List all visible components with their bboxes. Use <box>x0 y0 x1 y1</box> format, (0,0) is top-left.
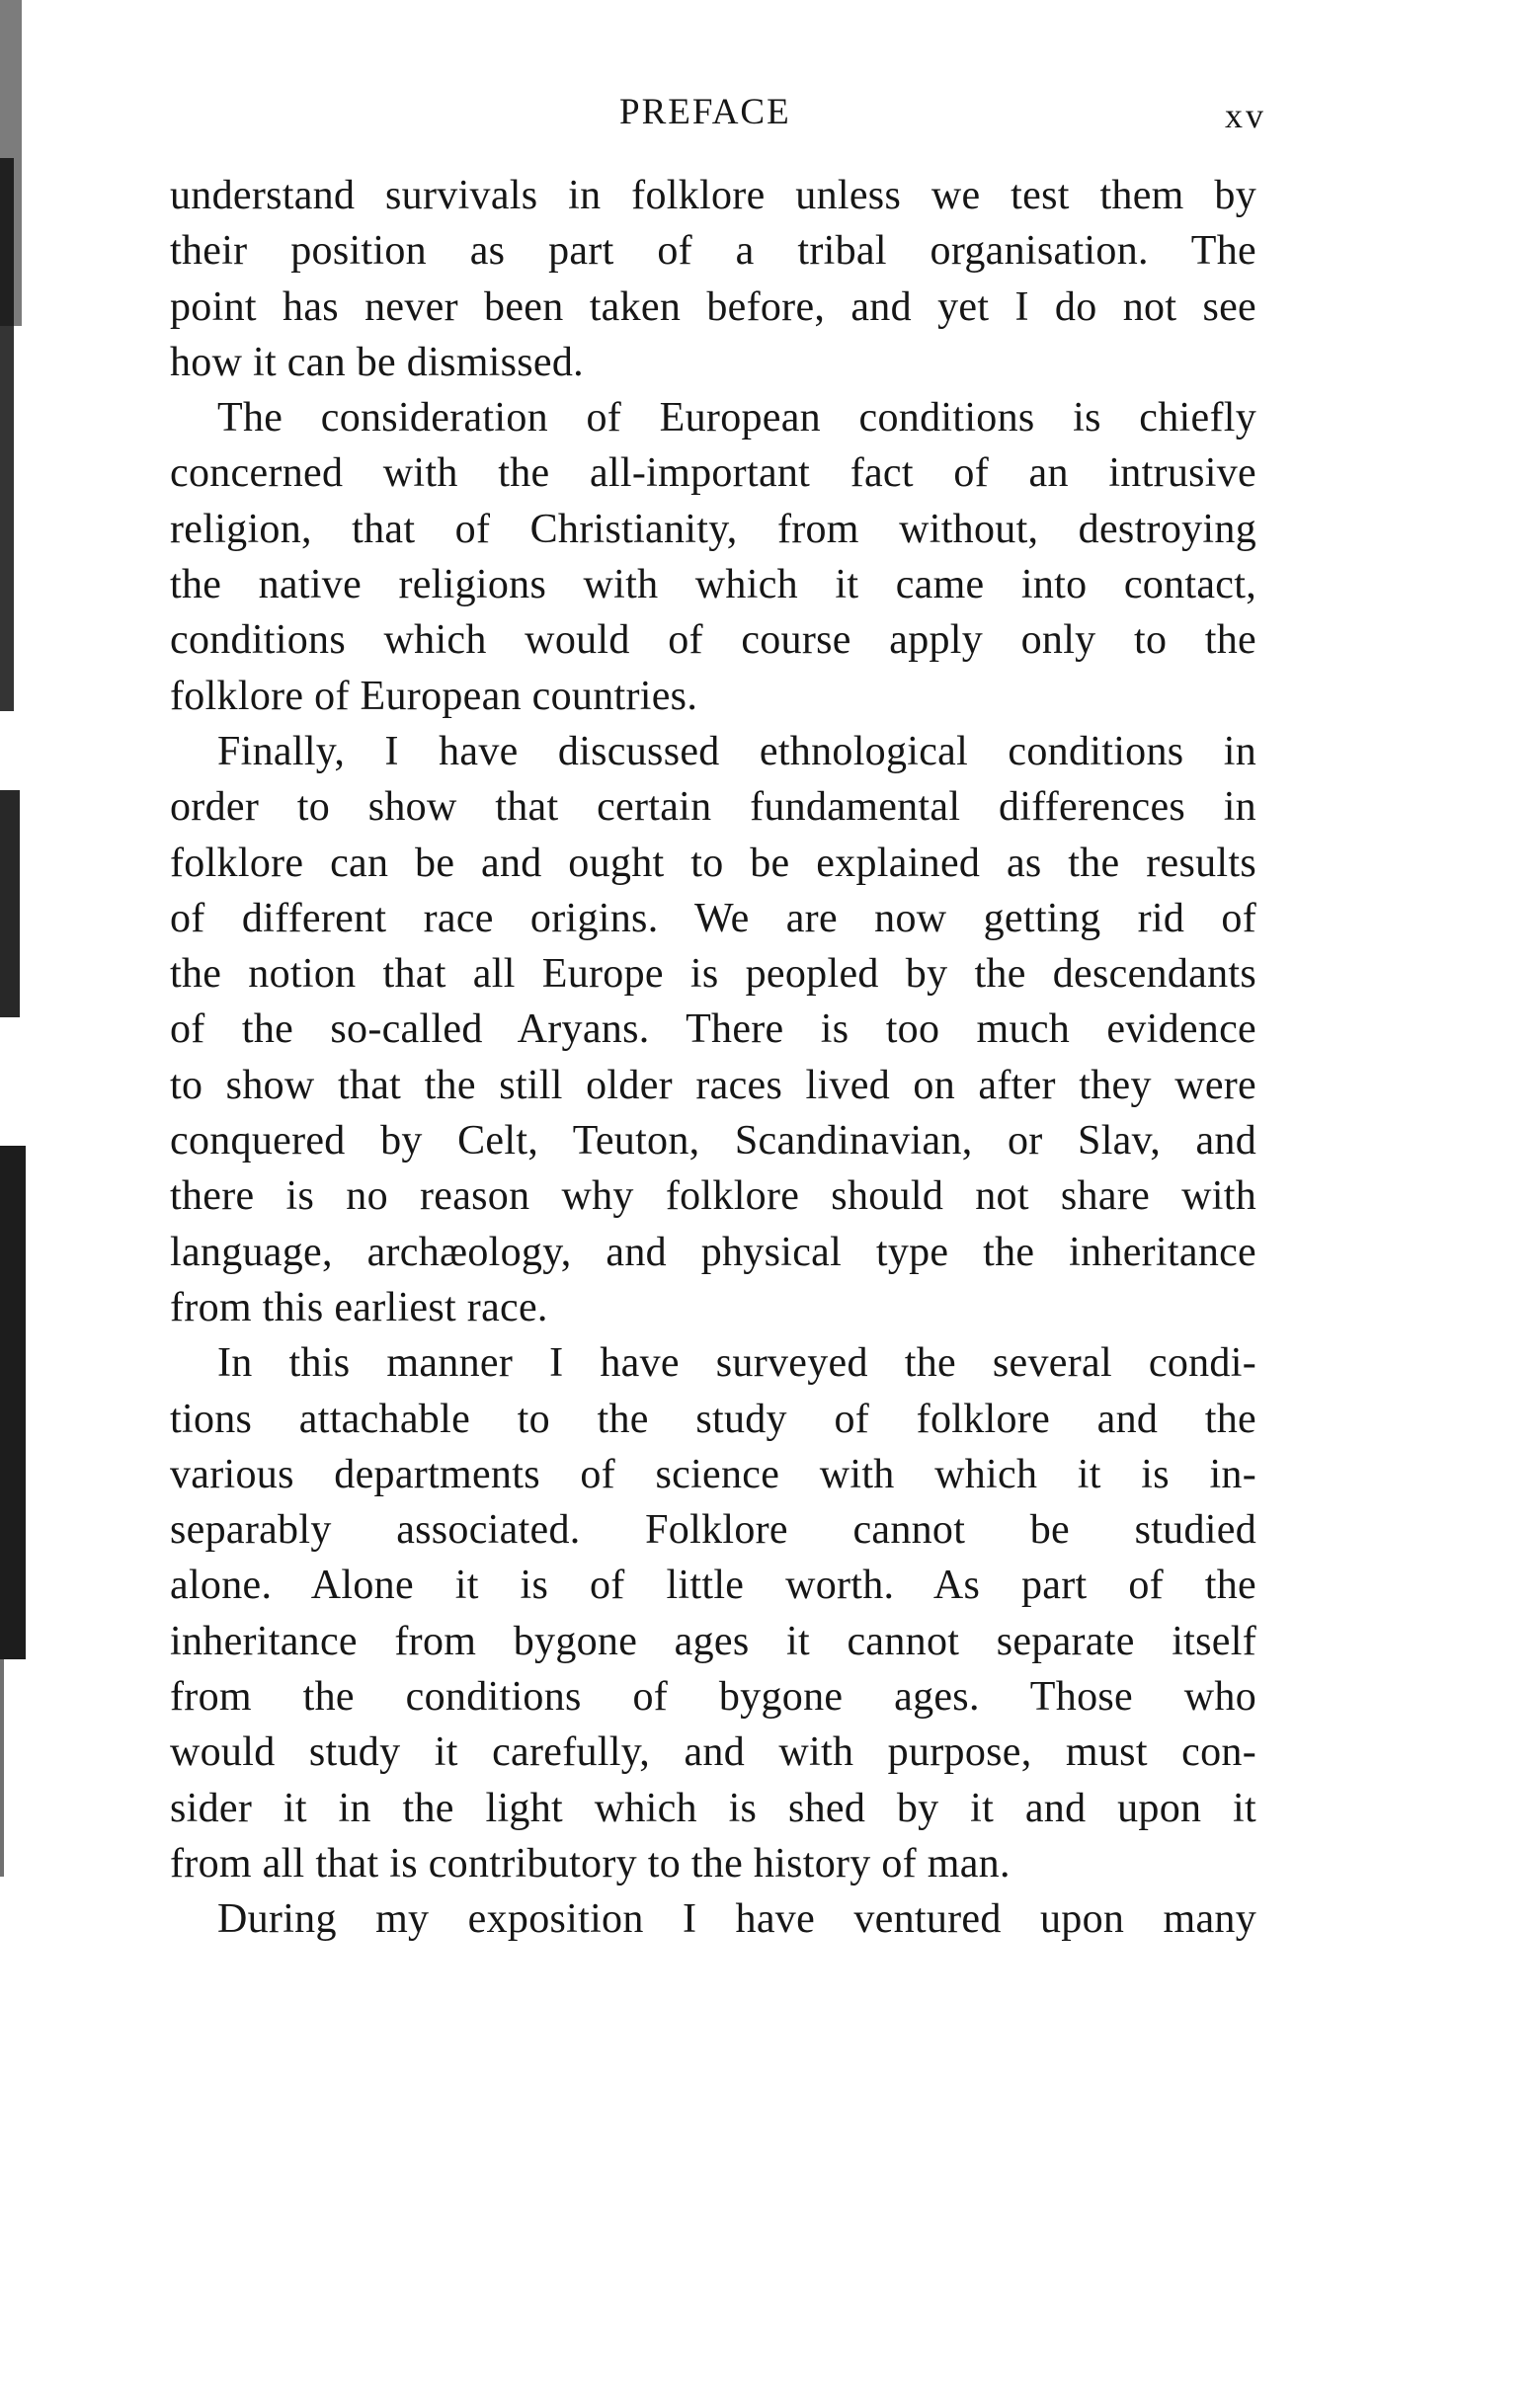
text-line: would study it carefully, and with purpose, must con- <box>170 1729 1256 1776</box>
page-header <box>170 91 1266 150</box>
paragraph <box>170 390 1256 724</box>
text-line: there is no reason why folklore should not share with <box>170 1173 1256 1220</box>
text-line: various departments of science with which it is in- <box>170 1451 1256 1497</box>
paragraph <box>170 168 1256 390</box>
text-line: religion, that of Christianity, from without, destroying <box>170 506 1256 552</box>
text-line: folklore of European countries. <box>170 673 698 719</box>
binding-shadow <box>0 1146 26 1659</box>
text-line: order to show that certain fundamental differences in <box>170 784 1256 831</box>
text-line: of different race origins. We are now getting rid of <box>170 895 1256 941</box>
paragraph <box>170 1335 1256 1891</box>
page-number: xv <box>1225 96 1266 135</box>
text-line: In this manner I have surveyed the several condi- <box>217 1340 1256 1387</box>
text-line: tions attachable to the study of folklore and the <box>170 1396 1256 1442</box>
text-line: conditions which would of course apply only to the <box>170 617 1256 664</box>
binding-shadow <box>0 158 14 711</box>
text-line: During my exposition I have ventured upon many <box>217 1896 1256 1943</box>
text-line: their position as part of a tribal organisation. The <box>170 228 1256 275</box>
text-line: from the conditions of bygone ages. Those who <box>170 1674 1256 1721</box>
text-line: point has never been taken before, and yet I do not see <box>170 283 1256 330</box>
text-line: folklore can be and ought to be explained as the results <box>170 840 1256 886</box>
text-line: alone. Alone it is of little worth. As part of the <box>170 1563 1256 1609</box>
text-line: separably associated. Folklore cannot be studied <box>170 1507 1256 1554</box>
text-line: how it can be dismissed. <box>170 339 584 385</box>
text-line: The consideration of European conditions is chiefly <box>217 395 1256 441</box>
paragraph <box>170 1891 1256 1947</box>
binding-shadow <box>0 790 20 1017</box>
paragraph <box>170 724 1256 1335</box>
text-line: Finally, I have discussed ethnological conditions in <box>217 728 1256 774</box>
text-line: the native religions with which it came into contact, <box>170 562 1256 608</box>
text-line: language, archæology, and physical type the inheritance <box>170 1229 1256 1275</box>
body-text <box>170 168 1256 1948</box>
text-line: inheritance from bygone ages it cannot separate itself <box>170 1618 1256 1664</box>
text-line: concerned with the all-important fact of an intrusive <box>170 450 1256 497</box>
text-line: sider it in the light which is shed by it and upon it <box>170 1785 1256 1831</box>
text-line: from this earliest race. <box>170 1284 548 1330</box>
text-line: of the so-called Aryans. There is too much evidence <box>170 1006 1256 1053</box>
text-line: conquered by Celt, Teuton, Scandinavian, or Slav, and <box>170 1118 1256 1164</box>
text-line: to show that the still older races lived on after they were <box>170 1062 1256 1108</box>
text-line: understand survivals in folklore unless we test them by <box>170 173 1256 218</box>
binding-shadow <box>0 1659 4 1877</box>
text-line: the notion that all Europe is peopled by the descendants <box>170 951 1256 998</box>
text-line: from all that is contributory to the history of man. <box>170 1840 1011 1886</box>
running-title: PREFACE <box>619 92 791 132</box>
